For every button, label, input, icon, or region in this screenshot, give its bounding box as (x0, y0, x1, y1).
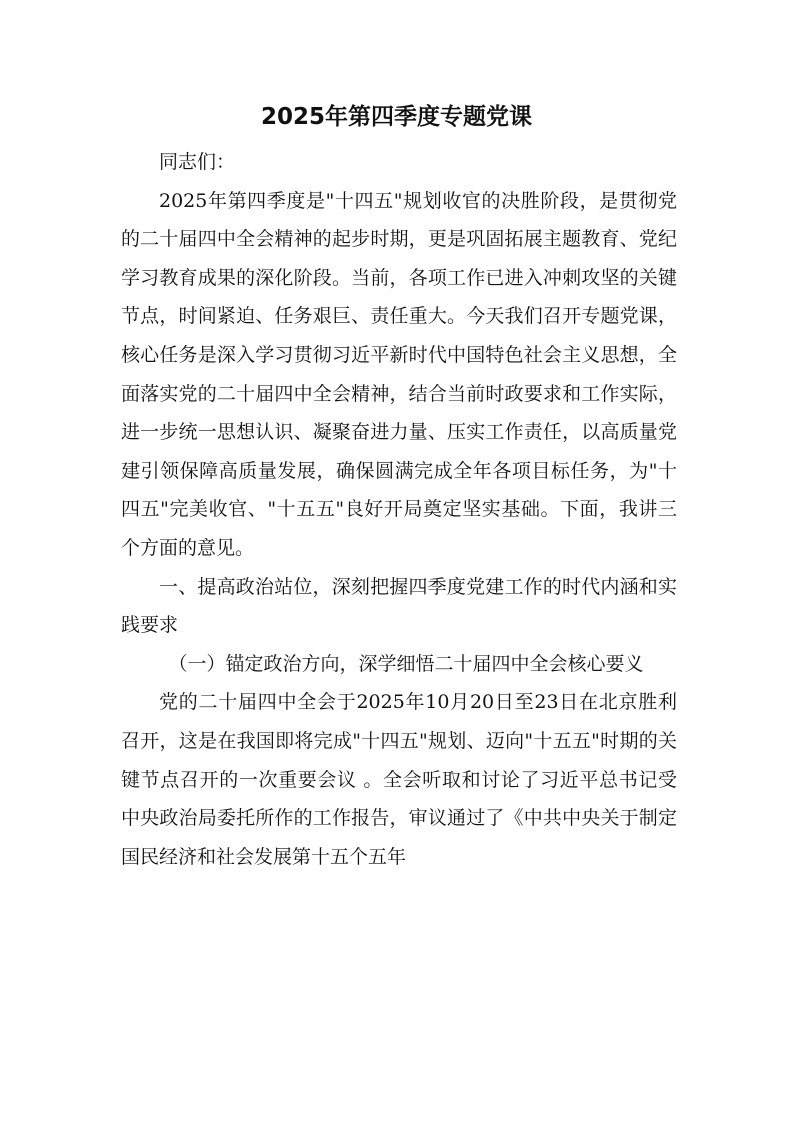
subsection-heading-1: （一）锚定政治方向，深学细悟二十届四中全会核心要义 (168, 652, 644, 675)
section-heading-1: 一、提高政治站位，深刻把握四季度党建工作的时代内涵和实践要求 (121, 575, 677, 637)
paragraph-intro: 2025年第四季度是"十四五"规划收官的决胜阶段，是贯彻党的二十届四中全会精神的起步时期，更是巩固拓展主题教育、党纪学习教育成果的深化阶段。当前，各项工作已进入冲刺攻坚的关键节点，时间紧迫、任务艰巨、责任重大。今天我们召开专题党课，核心任务是深入学习贯彻习近平新时代中国特色社会主义思想，全面落实党的二十届四中全会精神，结合当前时政要求和工作实际，进一步统一思想认识、凝聚奋进力量、压实工作责任，以高质量党建引领保障高质量发展，确保圆满完成全年各项目标任务，为"十四五"完美收官、"十五五"良好开局奠定坚实基础。下面，我讲三个方面的意见。 (121, 189, 677, 559)
document-body (121, 143, 677, 876)
greeting: 同志们： (159, 151, 236, 173)
document-title: 2025年第四季度专题党课 (260, 104, 532, 130)
paragraph-plenum: 党的二十届四中全会于2025年10月20日至23日在北京胜利召开，这是在我国即将完成"十四五"规划、迈向"十五五"时期的关键节点召开的一次重要会议 。全会听取和讨论了习近平总书记受中央政治局委托所作的工作报告，审议通过了《中共中央关于制定国民经济和社会发展第十五个五年 (121, 691, 677, 868)
